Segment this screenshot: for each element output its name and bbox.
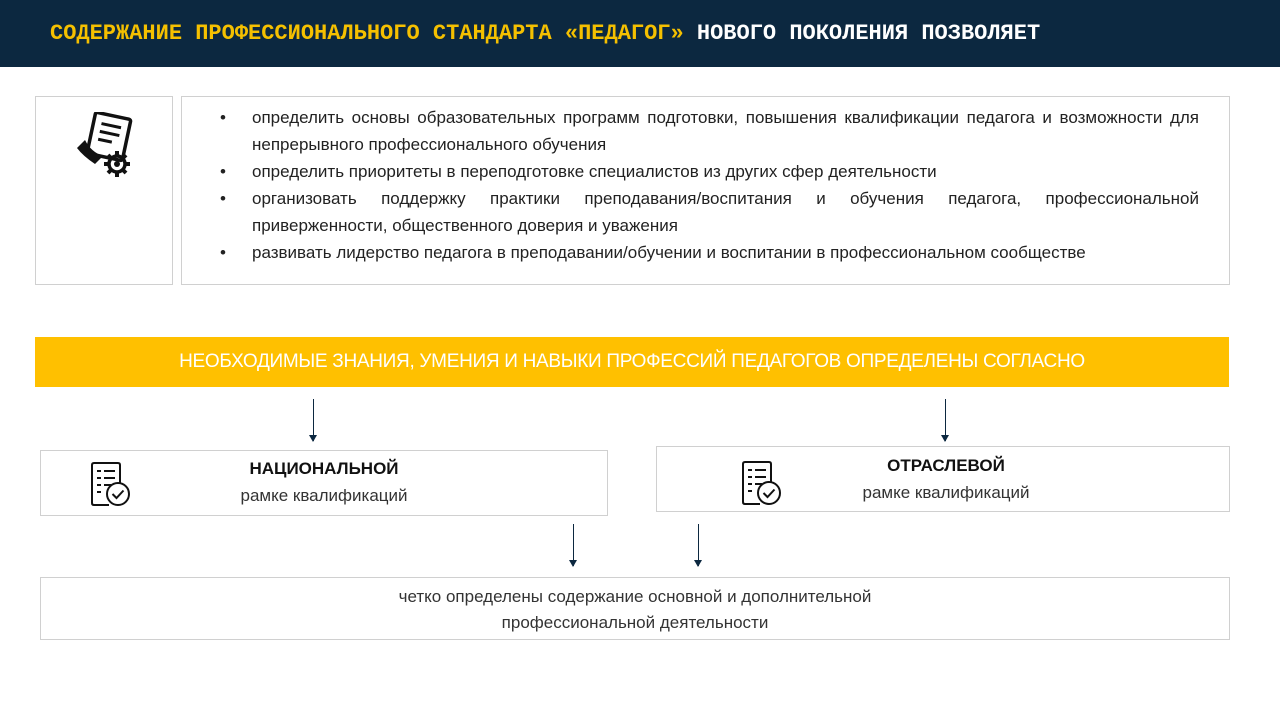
requirements-banner <box>35 337 1229 387</box>
arrow-down-icon <box>698 524 699 566</box>
header-bar <box>0 0 1280 67</box>
sectoral-framework-box <box>656 446 1230 512</box>
national-framework-title: НАЦИОНАЛЬНОЙ <box>249 459 399 478</box>
benefits-list <box>220 104 1199 266</box>
page-title-highlight: СОДЕРЖАНИЕ ПРОФЕССИОНАЛЬНОГО СТАНДАРТА «ПЕДАГОГ» <box>50 21 684 46</box>
checklist-document-icon <box>738 460 784 506</box>
arrow-down-icon <box>313 399 314 441</box>
result-text <box>41 578 1229 636</box>
national-framework-subtitle: рамке квалификаций <box>240 486 408 505</box>
page-title <box>50 19 1230 48</box>
result-line-2: профессиональной деятельности <box>501 613 769 632</box>
document-gear-icon <box>73 112 137 182</box>
national-framework-box <box>40 450 608 516</box>
list-item: • определить основы образовательных программ подготовки, повышения квалификации педагога и возможности для непрерывного профессионального обучения <box>220 104 1199 158</box>
benefits-icon-box <box>35 96 173 285</box>
checklist-document-icon <box>87 461 133 507</box>
arrow-down-icon <box>573 524 574 566</box>
result-box <box>40 577 1230 640</box>
sectoral-framework-title: ОТРАСЛЕВОЙ <box>887 456 1005 475</box>
banner-text: НЕОБХОДИМЫЕ ЗНАНИЯ, УМЕНИЯ И НАВЫКИ ПРОФЕССИЙ ПЕДАГОГОВ ОПРЕДЕЛЕНЫ СОГЛАСНО <box>179 351 1085 372</box>
list-item: • развивать лидерство педагога в преподавании/обучении и воспитании в профессиональном сообществе <box>220 239 1199 266</box>
page-title-rest: НОВОГО ПОКОЛЕНИЯ ПОЗВОЛЯЕТ <box>696 21 1041 46</box>
list-item: • определить приоритеты в переподготовке специалистов из других сфер деятельности <box>220 158 1199 185</box>
benefits-list-box <box>181 96 1230 285</box>
result-line-1: четко определены содержание основной и дополнительной <box>398 587 872 606</box>
arrow-down-icon <box>945 399 946 441</box>
list-item: • организовать поддержку практики преподавания/воспитания и обучения педагога, профессиональной приверженности, общественного доверия и уважения <box>220 185 1199 239</box>
sectoral-framework-subtitle: рамке квалификаций <box>862 483 1030 502</box>
